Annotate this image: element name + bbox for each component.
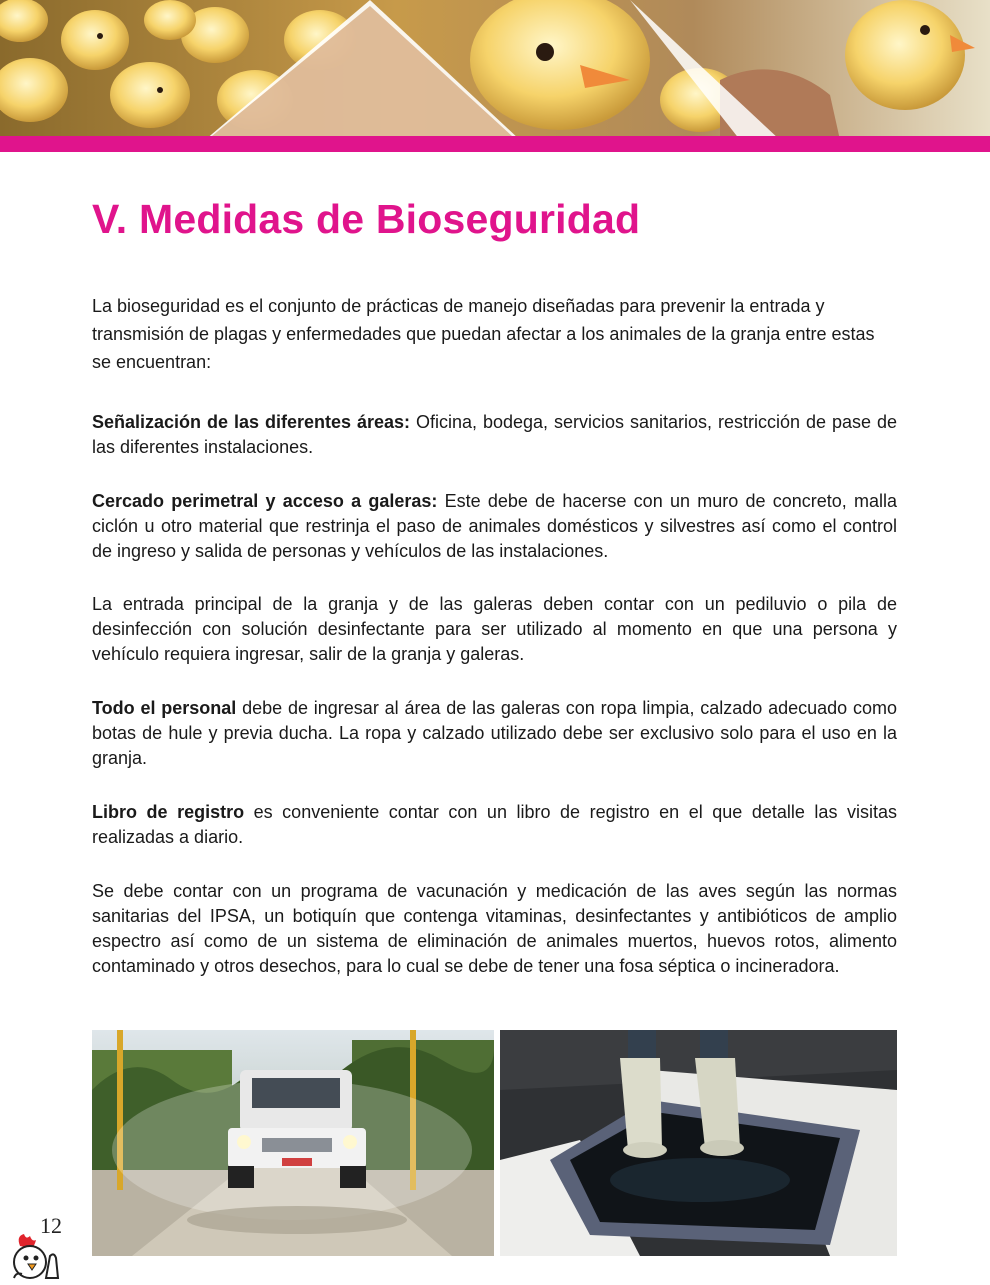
footbath-boots-icon [500, 1030, 897, 1256]
paragraph-lead: Cercado perimetral y acceso a galeras: [92, 491, 438, 511]
page-title: V. Medidas de Bioseguridad [92, 196, 641, 242]
paragraph-lead: Señalización de las diferentes áreas: [92, 412, 411, 432]
paragraph-vacunacion [92, 879, 897, 979]
footbath-photo [500, 1030, 897, 1256]
intro-paragraph: La bioseguridad es el conjunto de prácticas de manejo diseñadas para prevenir la entrada y transmisión de plagas y enfermedades que puedan afectar a los animales de la granja entre estas se encuentran: [92, 296, 875, 372]
paragraph-personal [92, 696, 897, 771]
page-number: 12 [40, 1213, 62, 1238]
paragraph-text: La entrada principal de la granja y de las galeras deben contar con un pediluvio o pila de desinfección con solución desinfectante para ser utilizado al momento en que una persona y vehículo requiera ingresar, salir de la granja y galeras. [92, 594, 897, 664]
mascot [6, 1232, 76, 1285]
rooster-mascot-icon [6, 1232, 76, 1280]
banner-chicks-icon [0, 0, 990, 152]
paragraph-libro [92, 800, 897, 850]
header-banner [0, 0, 990, 152]
paragraph-text: Se debe contar con un programa de vacunación y medicación de las aves según las normas sanitarias del IPSA, un botiquín que contenga vitaminas, desinfectantes y antibióticos de amplio espectro así como de un sistema de eliminación de animales muertos, huevos rotos, alimento contaminado y otros desechos, para lo cual se debe de tener una fosa séptica o incineradora. [92, 881, 897, 976]
paragraph-text: Oficina, bodega, servicios sanitarios, restricción de pase de las diferentes instalaciones. [92, 412, 897, 457]
paragraph-text: es conveniente contar con un libro de registro en el que detalle las visitas realizadas a diario. [92, 802, 897, 847]
paragraph-text: Este debe de hacerse con un muro de concreto, malla ciclón u otro material que restrinja el paso de animales domésticos y silvestres así como el control de ingreso y salida de personas y vehículos de las instalaciones. [92, 491, 897, 561]
paragraph-text: debe de ingresar al área de las galeras con ropa limpia, calzado adecuado como botas de hule y previa ducha. La ropa y calzado utilizado debe ser exclusivo solo para el uso en la granja. [92, 698, 897, 768]
paragraph-entrada [92, 592, 897, 667]
paragraph-lead: Todo el personal [92, 698, 237, 718]
paragraph-senalizacion [92, 410, 897, 460]
paragraph-lead: Libro de registro [92, 802, 245, 822]
vehicle-disinfection-arch-icon [92, 1030, 494, 1256]
paragraph-cercado [92, 489, 897, 564]
vehicle-disinfection-photo [92, 1030, 494, 1256]
